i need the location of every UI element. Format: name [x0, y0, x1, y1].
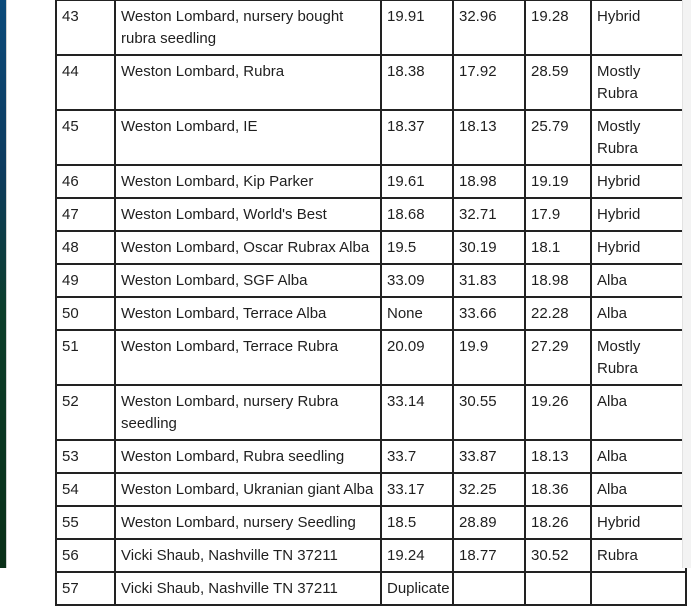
value-2-cell: 32.25: [453, 473, 525, 506]
value-3-cell: 30.52: [525, 539, 591, 572]
row-number-cell: 55: [56, 506, 115, 539]
row-number-cell: 53: [56, 440, 115, 473]
type-cell: Rubra: [591, 539, 686, 572]
type-cell: Mostly Rubra: [591, 330, 686, 385]
value-1-cell: 19.61: [381, 165, 453, 198]
sample-name-cell: Weston Lombard, World's Best: [115, 198, 381, 231]
value-1-cell: 18.38: [381, 55, 453, 110]
value-3-cell: 18.26: [525, 506, 591, 539]
value-1-cell: 33.17: [381, 473, 453, 506]
sample-name-cell: Weston Lombard, IE: [115, 110, 381, 165]
document-window: [6, 0, 691, 597]
row-number-cell: 47: [56, 198, 115, 231]
value-3-cell: 27.29: [525, 330, 591, 385]
table-row: [56, 55, 686, 110]
table-row: [56, 0, 686, 55]
value-2-cell: 33.66: [453, 297, 525, 330]
mulberry-results-table: [55, 0, 687, 606]
value-3-cell: 18.98: [525, 264, 591, 297]
value-3-cell: 19.28: [525, 0, 591, 55]
row-number-cell: 57: [56, 572, 115, 605]
type-cell: Alba: [591, 385, 686, 440]
value-1-cell: 33.14: [381, 385, 453, 440]
value-3-cell: 19.19: [525, 165, 591, 198]
value-1-cell: 33.09: [381, 264, 453, 297]
type-cell: [591, 572, 686, 605]
window-right-edge: [682, 0, 691, 568]
type-cell: Hybrid: [591, 165, 686, 198]
value-2-cell: 32.71: [453, 198, 525, 231]
row-number-cell: 43: [56, 0, 115, 55]
table-row: [56, 110, 686, 165]
table-row: [56, 330, 686, 385]
value-1-cell: 19.24: [381, 539, 453, 572]
value-1-cell: 19.5: [381, 231, 453, 264]
sample-name-cell: Weston Lombard, Kip Parker: [115, 165, 381, 198]
value-2-cell: [453, 572, 525, 605]
value-1-cell: 18.5: [381, 506, 453, 539]
sample-name-cell: Vicki Shaub, Nashville TN 37211: [115, 572, 381, 605]
table-row: [56, 297, 686, 330]
row-number-cell: 54: [56, 473, 115, 506]
value-2-cell: 18.77: [453, 539, 525, 572]
sample-name-cell: Weston Lombard, SGF Alba: [115, 264, 381, 297]
type-cell: Alba: [591, 264, 686, 297]
type-cell: Hybrid: [591, 198, 686, 231]
type-cell: Mostly Rubra: [591, 110, 686, 165]
row-number-cell: 50: [56, 297, 115, 330]
value-1-cell: Duplicate: [381, 572, 453, 605]
table-row: [56, 473, 686, 506]
type-cell: Mostly Rubra: [591, 55, 686, 110]
value-1-cell: 19.91: [381, 0, 453, 55]
sample-name-cell: Weston Lombard, nursery bought rubra seedling: [115, 0, 381, 55]
value-2-cell: 33.87: [453, 440, 525, 473]
value-3-cell: 18.13: [525, 440, 591, 473]
table-row: [56, 539, 686, 572]
table-row: [56, 572, 686, 605]
value-2-cell: 30.19: [453, 231, 525, 264]
value-2-cell: 28.89: [453, 506, 525, 539]
value-3-cell: 19.26: [525, 385, 591, 440]
sample-name-cell: Weston Lombard, Rubra: [115, 55, 381, 110]
value-3-cell: 28.59: [525, 55, 591, 110]
value-2-cell: 18.13: [453, 110, 525, 165]
table-container: [55, 0, 687, 606]
value-3-cell: 17.9: [525, 198, 591, 231]
type-cell: Alba: [591, 440, 686, 473]
value-3-cell: [525, 572, 591, 605]
value-1-cell: 18.68: [381, 198, 453, 231]
value-1-cell: 18.37: [381, 110, 453, 165]
row-number-cell: 52: [56, 385, 115, 440]
value-2-cell: 30.55: [453, 385, 525, 440]
value-1-cell: 33.7: [381, 440, 453, 473]
value-2-cell: 19.9: [453, 330, 525, 385]
type-cell: Alba: [591, 297, 686, 330]
table-row: [56, 506, 686, 539]
row-number-cell: 48: [56, 231, 115, 264]
sample-name-cell: Weston Lombard, Rubra seedling: [115, 440, 381, 473]
type-cell: Hybrid: [591, 0, 686, 55]
value-1-cell: None: [381, 297, 453, 330]
type-cell: Hybrid: [591, 231, 686, 264]
table-body: [56, 0, 686, 605]
sample-name-cell: Weston Lombard, Terrace Rubra: [115, 330, 381, 385]
row-number-cell: 49: [56, 264, 115, 297]
row-number-cell: 45: [56, 110, 115, 165]
type-cell: Alba: [591, 473, 686, 506]
row-number-cell: 46: [56, 165, 115, 198]
sample-name-cell: Weston Lombard, Oscar Rubrax Alba: [115, 231, 381, 264]
table-row: [56, 198, 686, 231]
value-3-cell: 18.1: [525, 231, 591, 264]
value-2-cell: 18.98: [453, 165, 525, 198]
sample-name-cell: Vicki Shaub, Nashville TN 37211: [115, 539, 381, 572]
row-number-cell: 56: [56, 539, 115, 572]
table-row: [56, 385, 686, 440]
table-row: [56, 440, 686, 473]
table-row: [56, 165, 686, 198]
row-number-cell: 51: [56, 330, 115, 385]
value-1-cell: 20.09: [381, 330, 453, 385]
value-2-cell: 32.96: [453, 0, 525, 55]
sample-name-cell: Weston Lombard, nursery Rubra seedling: [115, 385, 381, 440]
value-2-cell: 31.83: [453, 264, 525, 297]
value-2-cell: 17.92: [453, 55, 525, 110]
value-3-cell: 18.36: [525, 473, 591, 506]
type-cell: Hybrid: [591, 506, 686, 539]
sample-name-cell: Weston Lombard, Terrace Alba: [115, 297, 381, 330]
table-row: [56, 231, 686, 264]
sample-name-cell: Weston Lombard, Ukranian giant Alba: [115, 473, 381, 506]
row-number-cell: 44: [56, 55, 115, 110]
value-3-cell: 22.28: [525, 297, 591, 330]
value-3-cell: 25.79: [525, 110, 591, 165]
sample-name-cell: Weston Lombard, nursery Seedling: [115, 506, 381, 539]
table-row: [56, 264, 686, 297]
